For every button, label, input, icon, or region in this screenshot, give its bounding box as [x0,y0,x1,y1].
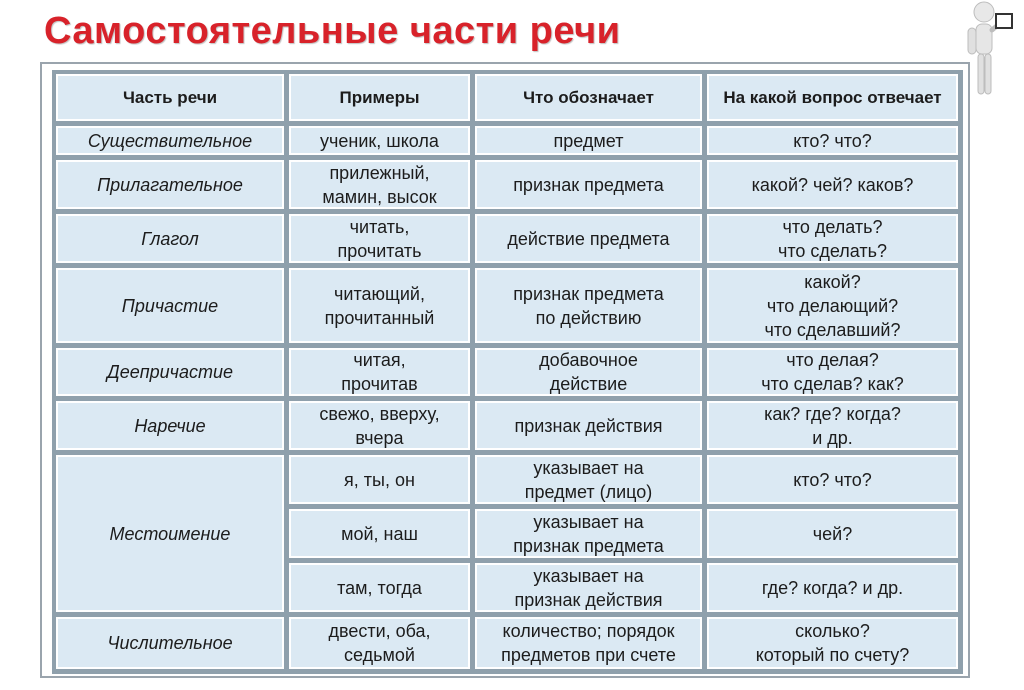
examples-cell: я, ты, он [287,453,473,507]
meaning-cell: указывает на предмет (лицо) [473,453,705,507]
page-title: Самостоятельные части речи [44,10,621,52]
question-cell: кто? что? [705,124,961,158]
examples-cell: читающий, прочитанный [287,266,473,346]
parts-of-speech-table [52,70,963,674]
table-row [54,399,961,453]
question-cell: как? где? когда? и др. [705,399,961,453]
meaning-cell: признак предмета [473,158,705,212]
meaning-cell: признак действия [473,399,705,453]
examples-cell: читая, прочитав [287,346,473,399]
question-cell: что делая? что сделав? как? [705,346,961,399]
examples-cell: мой, наш [287,507,473,561]
table-row [54,124,961,158]
question-cell: что делать? что сделать? [705,212,961,266]
table-row [54,346,961,399]
part-cell: Глагол [54,212,287,266]
part-cell: Существительное [54,124,287,158]
header-question: На какой вопрос отвечает [705,72,961,124]
meaning-cell: указывает на признак действия [473,561,705,615]
part-cell: Деепричастие [54,346,287,399]
table-row [54,266,961,346]
examples-cell: ученик, школа [287,124,473,158]
examples-cell: там, тогда [287,561,473,615]
header-meaning: Что обозначает [473,72,705,124]
part-cell: Наречие [54,399,287,453]
header-examples: Примеры [287,72,473,124]
question-cell: какой? чей? каков? [705,158,961,212]
part-cell: Прилагательное [54,158,287,212]
part-cell: Причастие [54,266,287,346]
question-cell: какой? что делающий? что сделавший? [705,266,961,346]
examples-cell: свежо, вверху, вчера [287,399,473,453]
part-cell: Числительное [54,615,287,672]
table-header-row [54,72,961,124]
part-cell: Местоимение [54,453,287,615]
question-cell: сколько? который по счету? [705,615,961,672]
meaning-cell: предмет [473,124,705,158]
table-row [54,212,961,266]
question-cell: кто? что? [705,453,961,507]
table-row [54,453,961,507]
examples-cell: прилежный, мамин, высок [287,158,473,212]
meaning-cell: добавочное действие [473,346,705,399]
table-row [54,615,961,672]
header-part: Часть речи [54,72,287,124]
meaning-cell: действие предмета [473,212,705,266]
examples-cell: читать, прочитать [287,212,473,266]
person-holding-board-icon [962,0,1022,105]
meaning-cell: количество; порядок предметов при счете [473,615,705,672]
question-cell: чей? [705,507,961,561]
table-row [54,158,961,212]
question-cell: где? когда? и др. [705,561,961,615]
examples-cell: двести, оба, седьмой [287,615,473,672]
meaning-cell: указывает на признак предмета [473,507,705,561]
meaning-cell: признак предмета по действию [473,266,705,346]
